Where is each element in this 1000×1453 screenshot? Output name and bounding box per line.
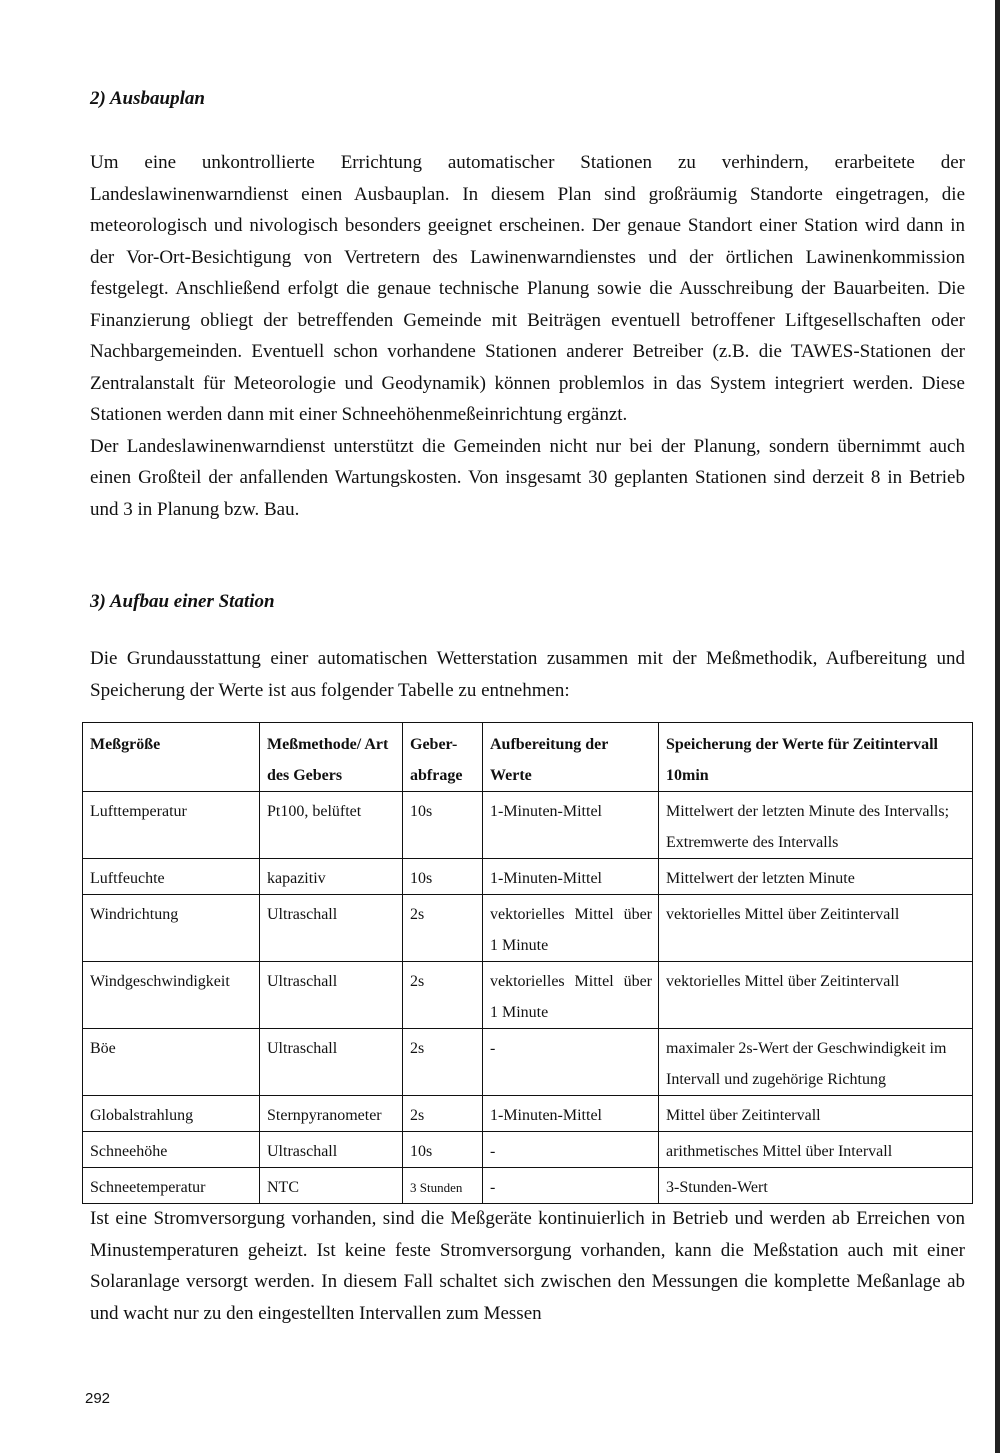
table-cell: Windrichtung [83,895,260,962]
column-header: Meßgröße [83,723,260,792]
table-cell: maximaler 2s-Wert der Geschwindigkeit im Intervall und zugehörige Richtung [659,1029,973,1096]
table-cell: vektorielles Mittel über Zeitintervall [659,962,973,1029]
table-cell: arithmetisches Mittel über Intervall [659,1132,973,1168]
table-cell: Schneehöhe [83,1132,260,1168]
ausbauplan-text [90,147,965,525]
table-intro [90,643,965,706]
table-cell: - [483,1029,659,1096]
table-row [83,859,973,895]
table-cell: Ultraschall [260,1132,403,1168]
table-cell: Windgeschwindigkeit [83,962,260,1029]
table-cell: Schneetemperatur [83,1168,260,1204]
table-row [83,1132,973,1168]
column-header: Geber- abfrage [403,723,483,792]
table-cell: Ultraschall [260,962,403,1029]
table-cell: 1-Minuten-Mittel [483,859,659,895]
table-cell: 3-Stunden-Wert [659,1168,973,1204]
table-cell: - [483,1132,659,1168]
table-cell: Sternpyranometer [260,1096,403,1132]
table-cell: Ultraschall [260,895,403,962]
table-row [83,1029,973,1096]
table-cell: 10s [403,859,483,895]
table-cell: 3 Stunden [403,1168,483,1204]
column-header: Aufbereitung der Werte [483,723,659,792]
table-cell: 10s [403,792,483,859]
table-cell: Luftfeuchte [83,859,260,895]
table-cell: 2s [403,962,483,1029]
table-row [83,962,973,1029]
column-header: Speicherung der Werte für Zeitintervall 10min [659,723,973,792]
table-cell: NTC [260,1168,403,1204]
table-cell: 10s [403,1132,483,1168]
table-cell: vektorielles Mittel über 1 Minute [483,895,659,962]
table-cell: vektorielles Mittel über Zeitintervall [659,895,973,962]
table-cell: - [483,1168,659,1204]
table-cell: vektorielles Mittel über 1 Minute [483,962,659,1029]
paragraph: Die Grundausstattung einer automatischen Wetterstation zusammen mit der Meßmethodik, Aufbereitung und Speicherung der Werte ist aus folgender Tabelle zu entnehmen: [90,648,965,701]
table-cell: kapazitiv [260,859,403,895]
section-heading-ausbauplan: 2) Ausbauplan [90,88,205,109]
table-cell: 2s [403,895,483,962]
table-cell: Mittel über Zeitintervall [659,1096,973,1132]
paragraph: Um eine unkontrollierte Errichtung automatischer Stationen zu verhindern, erarbeitete der Landeslawinenwarndienst einen Ausbauplan. In diesem Plan sind großräumig Standorte eingetragen, die meteorologisch und nivologisch besonders geeignet erscheinen. Der genaue Standort einer Station wird dann in der Vor-Ort-Besichtigung von Vertretern des Lawinenwarndienstes und der örtlichen Lawinenkommission festgelegt. Anschließend erfolgt die genaue technische Planung sowie die Ausschreibung der Bauarbeiten. Die Finanzierung obliegt der betreffenden Gemeinde mit Beiträgen eventuell betroffener Liftgesellschaften oder Nachbargemeinden. Eventuell schon vorhandene Stationen anderer Betreiber (z.B. die TAWES-Stationen der Zentralanstalt für Meteorologie und Geodynamik) können problemlos in das System integriert werden. Diese Stationen werden dann mit einer Schneehöhenmeßeinrichtung ergänzt. [90,152,965,425]
table-cell: Globalstrahlung [83,1096,260,1132]
station-equipment-table [82,722,973,1204]
table-cell: 1-Minuten-Mittel [483,792,659,859]
table-header-row [83,723,973,792]
page-number: 292 [85,1390,111,1407]
section-heading-aufbau: 3) Aufbau einer Station [90,591,275,612]
table-cell: Mittelwert der letzten Minute [659,859,973,895]
table-row [83,895,973,962]
paragraph: Der Landeslawinenwarndienst unterstützt die Gemeinden nicht nur bei der Planung, sondern übernimmt auch einen Großteil der anfallenden Wartungskosten. Von insgesamt 30 geplanten Stationen sind derzeit 8 in Betrieb und 3 in Planung bzw. Bau. [90,435,965,520]
table-cell: 1-Minuten-Mittel [483,1096,659,1132]
scan-edge [995,0,1000,1453]
table-row [83,1096,973,1132]
table-cell: Ultraschall [260,1029,403,1096]
table-cell: Mittelwert der letzten Minute des Intervalls; Extremwerte des Intervalls [659,792,973,859]
table-cell: Pt100, belüftet [260,792,403,859]
column-header: Meßmethode/ Art des Gebers [260,723,403,792]
table-cell: 2s [403,1096,483,1132]
table-cell: Lufttemperatur [83,792,260,859]
table-cell: Böe [83,1029,260,1096]
table-row [83,792,973,859]
after-table-text [90,1203,965,1329]
paragraph: Ist eine Stromversorgung vorhanden, sind die Meßgeräte kontinuierlich in Betrieb und werden ab Erreichen von Minustemperaturen geheizt. Ist keine feste Stromversorgung vorhanden, kann die Meßstation auch mit einer Solaranlage versorgt werden. In diesem Fall schaltet sich zwischen den Messungen die komplette Meßanlage ab und wacht nur zu den eingestellten Intervallen zum Messen [90,1208,965,1324]
table-row [83,1168,973,1204]
table-cell: 2s [403,1029,483,1096]
